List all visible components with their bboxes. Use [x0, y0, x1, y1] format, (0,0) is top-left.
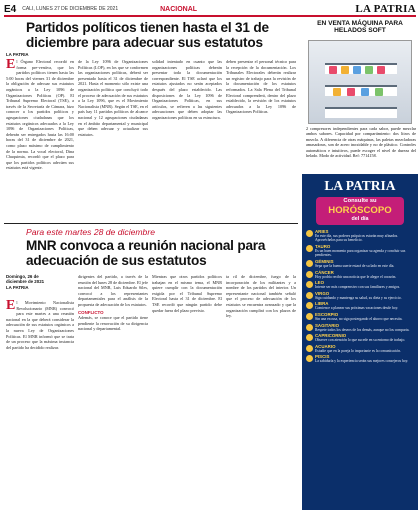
- sign-text: En este día, sus poderes psíquicos estarán muy afinados. Aprovéchelos para su beneficio.: [315, 234, 399, 243]
- story2-dateline: [6, 274, 60, 290]
- product-box: [333, 88, 341, 96]
- story1-column-2: de la Ley 1096 de Organizaciones Políticas (LOP), en los que se conformen las organizaciones políticas, deberá ser presentado hasta el 31 de diciembre de 2021. Hasta el momento sólo existe una organización política que concluyó todo el proceso de adecuación de sus estatutos a la Ley 1096, que es el Movimiento Nacionalista (MNR). Según el TSE, en el país hay 11 partidos políticos de alcance nacional y 12 agrupaciones ciudadanas en el ámbito departamental y municipal que deben adecuar y actualizar sus estatutos.: [78, 59, 148, 137]
- story2-subhead: CONFLICTO: [78, 309, 104, 315]
- zodiac-icon: [306, 324, 313, 331]
- sign-name: CAPRICORNIO: [315, 333, 347, 339]
- story2-drop-cap: E: [6, 300, 16, 313]
- story2-column-3: Mientras que otros partidos políticos trabajan en el mismo tema, el MNR quiere cumplir con la documentación exigida por el Tribunal Supremo Electoral hasta el 31 de diciembre. El TSE recordó que ningún partido debe quedar fuera del plazo previsto.: [152, 274, 222, 313]
- ad-title: EN VENTA MÁQUINA PARA HELADOS SOFT: [317, 20, 403, 35]
- zodiac-icon: [306, 260, 313, 267]
- product-box: [341, 66, 349, 74]
- story1-col1-text: l Órgano Electoral recordó en forma pre-ventiva, que los partidos políticos tienen hasta las 5:00 horas del viernes 31 de diciembre la obligación de adecuar sus estatutos orgánicos a la Ley 1096 de Organizaciones Políticas (OP). El Tribunal Supremo Electoral (TSE), a través de la Secretaría de Cámara, hizo conocer a los partidos políticos y agrupaciones ciudadanas que los estatutos orgánicos adecuados a la Ley 1096 de Organizaciones Políticas, deberán ser entregados hasta las 16:00 horas del 31 de diciembre de 2021, como plazo máximo de cumplimiento de la norma. La vocal electoral, Dina Chuquimia, recordó que el plazo para que los partidos políticos adecúen sus estatutos está vigente.: [6, 59, 74, 171]
- story2-column-1: [6, 300, 74, 508]
- page-header: [4, 3, 416, 17]
- banner-line-3: del día: [351, 216, 369, 222]
- sign-text: Respete todos los deseos de los demás, aunque no los comparta.: [315, 327, 410, 332]
- zodiac-icon: [306, 230, 313, 237]
- sign-text: Hoy podría recibir una noticia que le alegre el corazón.: [315, 274, 397, 279]
- zodiac-icon: [306, 271, 313, 278]
- freezer-shelf: [325, 107, 397, 118]
- zodiac-icon: [306, 313, 313, 320]
- ice-cream-machine-image: [308, 40, 412, 124]
- product-box: [347, 88, 355, 96]
- horoscope-item: [306, 344, 416, 353]
- story2-col2-tail: Además, se conoce que el partido tiene pendiente la renovación de su dirigencia nacional y departamental.: [78, 315, 148, 332]
- section-label: NACIONAL: [160, 5, 198, 13]
- sign-name: GÉMINIS: [315, 259, 334, 264]
- horoscope-item: [306, 354, 416, 363]
- story1-headline: Partidos políticos tienen hasta el 31 de diciembre para adecuar sus estatutos: [26, 20, 269, 50]
- product-box: [377, 66, 385, 74]
- horoscope-item: [306, 323, 416, 332]
- sign-name: CÁNCER: [315, 269, 334, 275]
- sign-name: ARIES: [315, 229, 329, 234]
- product-box: [365, 66, 373, 74]
- masthead-logo: LA PATRIA: [324, 178, 396, 193]
- story1-column-1: [6, 59, 74, 221]
- sign-text: Observe con atención lo que sucede en su entorno de trabajo.: [315, 338, 406, 343]
- sign-name: VIRGO: [315, 290, 330, 296]
- story2-date: Domingo, 26 de diciembre de 2021: [6, 274, 45, 285]
- story1-column-4: deben presentar el personal técnico para la recepción de la documentación. Los Tribunales Electorales deberán realizar un registro de trabajo para la revisión de la documentación de los estatutos reformados. La Sala Plena del Tribunal Electoral comprenderá, dentro del plazo establecido, la revisión de los estatutos adecuados a la Ley 1096 de Organizaciones Políticas.: [226, 59, 296, 115]
- sign-name: LIBRA: [315, 301, 329, 307]
- story2-column-2: [78, 274, 148, 508]
- sign-text: Sin una excusa, no siga postergando el ahorro que necesita.: [315, 316, 403, 321]
- story2-kicker: Para este martes 28 de diciembre: [26, 227, 155, 237]
- horoscope-item: [306, 259, 416, 268]
- horoscope-item: [306, 244, 416, 258]
- sign-text: Siga cuidando y mantenga su salud, su dieta y su ejercicio.: [315, 295, 402, 300]
- sign-text: Es un buen momento para organizar su agenda y concluir sus pendientes.: [315, 249, 406, 258]
- story1-source: LA PATRIA: [6, 52, 29, 57]
- sign-name: TAURO: [315, 244, 331, 249]
- horoscope-item: [306, 229, 416, 243]
- zodiac-icon: [306, 345, 313, 352]
- sign-name: SAGITARIO: [315, 322, 340, 328]
- horoscope-item: [306, 312, 416, 321]
- zodiac-icon: [306, 281, 313, 288]
- zodiac-icon: [306, 334, 313, 341]
- ice-cream-machine-ad: [302, 20, 418, 170]
- zodiac-icon: [306, 245, 313, 252]
- banner-line-2: HORÓSCOPO: [328, 205, 392, 216]
- story2-column-4: ta ril de diciembre, fuego de la incorporación de los militantes y a nombre de los partidos del interior. Un representante nacional también señaló que el proceso de adecuación de los estatutos se encuentra avanzado y que la organización cumplirá con los plazos de ley.: [226, 274, 296, 319]
- zodiac-icon: [306, 355, 313, 362]
- sign-name: PISCIS: [315, 354, 330, 360]
- horoscope-item: [306, 333, 416, 342]
- product-box: [353, 66, 361, 74]
- horoscope-item: [306, 280, 416, 289]
- sign-text: Intente ser más comprensivo con sus familiares y amigos.: [315, 285, 401, 290]
- horoscope-box: [302, 174, 418, 510]
- zodiac-icon: [306, 302, 313, 309]
- sign-text: Comience a planear sus próximas vacaciones desde hoy.: [315, 306, 399, 311]
- product-box: [375, 88, 383, 96]
- zodiac-icon: [306, 292, 313, 299]
- horoscope-banner: [316, 197, 404, 225]
- banner-line-1: Consulte su: [343, 198, 377, 204]
- city-date: CALI, LUNES 27 DE DICIEMBRE DE 2021: [22, 6, 119, 12]
- page-number: E4: [4, 3, 17, 15]
- sign-name: LEO: [315, 280, 325, 286]
- sign-name: ESCORPIO: [315, 311, 339, 317]
- story-divider: [4, 223, 298, 224]
- product-box: [329, 66, 337, 74]
- sign-name: ACUARIO: [315, 343, 336, 349]
- story2-col1-text: l Movimiento Nacionalista Revolucionario (MNR) convocó para este martes a una reunión nacional en la que deberá considerar la adecuación de sus estatutos orgánicos a la nueva Ley de Organizaciones Políticas. El MNR informó que se trata de un proceso que la máxima instancia del partido ha decidido realizar.: [6, 300, 74, 350]
- story2-col2-text: dirigentes del partido, a través de la reunión del lunes 28 de diciembre. El jefe nacional del MNR, Luis Eduardo Siles, convocó a los representantes departamentales para el análisis de la propuesta de adecuación de los estatutos.: [78, 274, 148, 307]
- ad-description: 2 compresores independientes para cada sabor, puede mezclar ambos sabores. Capacidad por compartimiento: dos litros de mezcla. A diferencia de otras máquinas, las paletas mezcladoras amasadoras, son de acero inoxidable y no de plástico. Controles automáticos e intuitivos, puede escoger el nivel de dureza del helado. Modo de actividad. Ref: 7714158.: [306, 126, 416, 159]
- sign-text: Estudie que en la pareja lo importante es la comunicación.: [315, 348, 402, 353]
- story2-headline: MNR convoca a reunión nacional para adecuación de sus estatutos: [26, 238, 266, 268]
- horoscope-list: [306, 229, 416, 365]
- sign-text: Sepa que la buena suerte estará de su lado en este día.: [315, 264, 395, 268]
- horoscope-item: [306, 301, 416, 310]
- horoscope-item: [306, 291, 416, 300]
- story2-source: LA PATRIA: [6, 284, 29, 290]
- horoscope-item: [306, 270, 416, 279]
- story1-drop-cap: E: [6, 59, 16, 72]
- sign-text: La sabiduría y la experiencia serán sus mejores consejeros hoy.: [315, 359, 409, 364]
- newspaper-logo: LA PATRIA: [355, 3, 416, 15]
- story1-column-3: solidad intentado en cuanto que las organizaciones políticas deberán presentar toda la documentación correspondiente. El TSE aclaró que los estatutos ajustados no serán aceptados después del plazo establecido. Las disposiciones de la Ley 1096 de Organizaciones Políticas, en sus artículos, se refieren a las siguientes adecuaciones que deben adoptar las organizaciones políticas en su estructura.: [152, 59, 222, 120]
- product-box: [361, 88, 369, 96]
